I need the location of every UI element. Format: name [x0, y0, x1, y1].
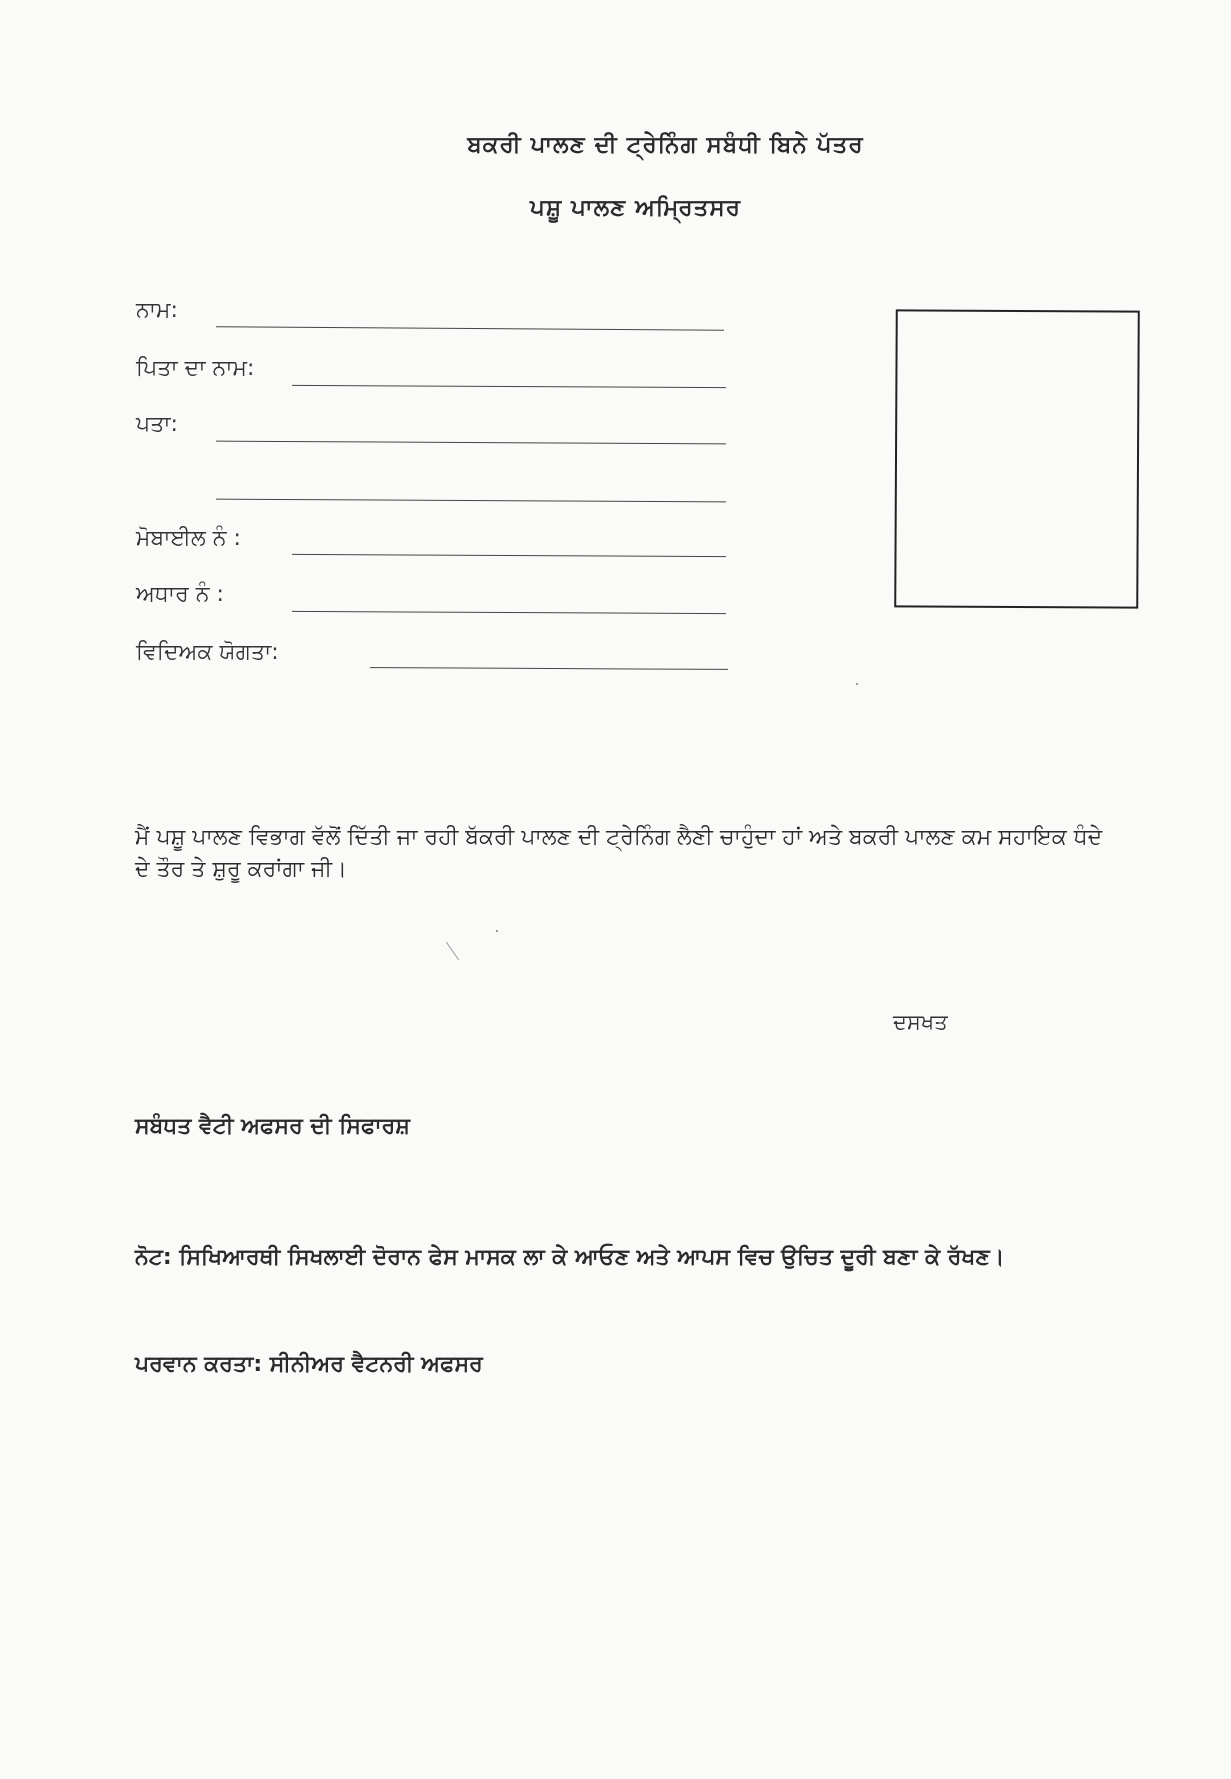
- signature-label: ਦਸਖਤ: [893, 1010, 948, 1034]
- scan-speck: [446, 942, 459, 961]
- aadhaar-line[interactable]: [292, 611, 726, 614]
- form-title: ਬਕਰੀ ਪਾਲਣ ਦੀ ਟ੍ਰੇਨਿੰਗ ਸਬੰਧੀ ਬਿਨੇ ਪੱਤਰ: [467, 132, 864, 158]
- recommendation-label: ਸਬੰਧਤ ਵੈਟੀ ਅਫਸਰ ਦੀ ਸਿਫਾਰਸ਼: [135, 1114, 410, 1139]
- approved-by-text: ਪਰਵਾਨ ਕਰਤਾ: ਸੀਨੀਅਰ ਵੈਟਨਰੀ ਅਫਸਰ: [135, 1352, 483, 1377]
- education-line[interactable]: [370, 667, 728, 670]
- father-name-line[interactable]: [292, 385, 726, 388]
- scan-speck: [856, 683, 858, 685]
- mobile-label: ਮੋਬਾਈਲ ਨੰ :: [136, 526, 241, 551]
- form-subtitle: ਪਸ਼ੂ ਪਾਲਣ ਅਮ੍ਰਿਤਸਰ: [530, 195, 741, 221]
- mobile-line[interactable]: [292, 554, 726, 557]
- address-line-1[interactable]: [216, 441, 726, 445]
- aadhaar-label: ਅਧਾਰ ਨੰ :: [136, 582, 224, 607]
- name-line[interactable]: [216, 326, 724, 331]
- address-label: ਪਤਾ:: [136, 412, 178, 437]
- note-text: ਨੋਟ: ਸਿਖਿਆਰਥੀ ਸਿਖਲਾਈ ਦੋਰਾਨ ਫੇਸ ਮਾਸਕ ਲਾ ਕੇ ਆਓਣ ਅਤੇ ਆਪਸ ਵਿਚ ਉਚਿਤ ਦੂਰੀ ਬਣਾ ਕੇ ਰੱਖਣ।: [135, 1245, 1005, 1270]
- father-name-label: ਪਿਤਾ ਦਾ ਨਾਮ:: [136, 356, 255, 381]
- education-label: ਵਿਦਿਅਕ ਯੋਗਤਾ:: [136, 640, 279, 665]
- name-label: ਨਾਮ:: [136, 298, 178, 323]
- scan-speck: [496, 930, 498, 932]
- address-line-2[interactable]: [216, 499, 726, 503]
- photo-box[interactable]: [894, 309, 1140, 608]
- declaration-text: ਮੈਂ ਪਸ਼ੂ ਪਾਲਣ ਵਿਭਾਗ ਵੱਲੋਂ ਦਿੱਤੀ ਜਾ ਰਹੀ ਬੱਕਰੀ ਪਾਲਣ ਦੀ ਟ੍ਰੇਨਿੰਗ ਲੈਣੀ ਚਾਹੁੰਦਾ ਹਾਂ ਅਤੇ ਬਕਰੀ ਪਾਲਣ ਕਮ ਸਹਾਇਕ ਧੰਦੇ ਦੇ ਤੌਰ ਤੇ ਸ਼ੁਰੂ ਕਰਾਂਗਾ ਜੀ।: [135, 825, 1103, 882]
